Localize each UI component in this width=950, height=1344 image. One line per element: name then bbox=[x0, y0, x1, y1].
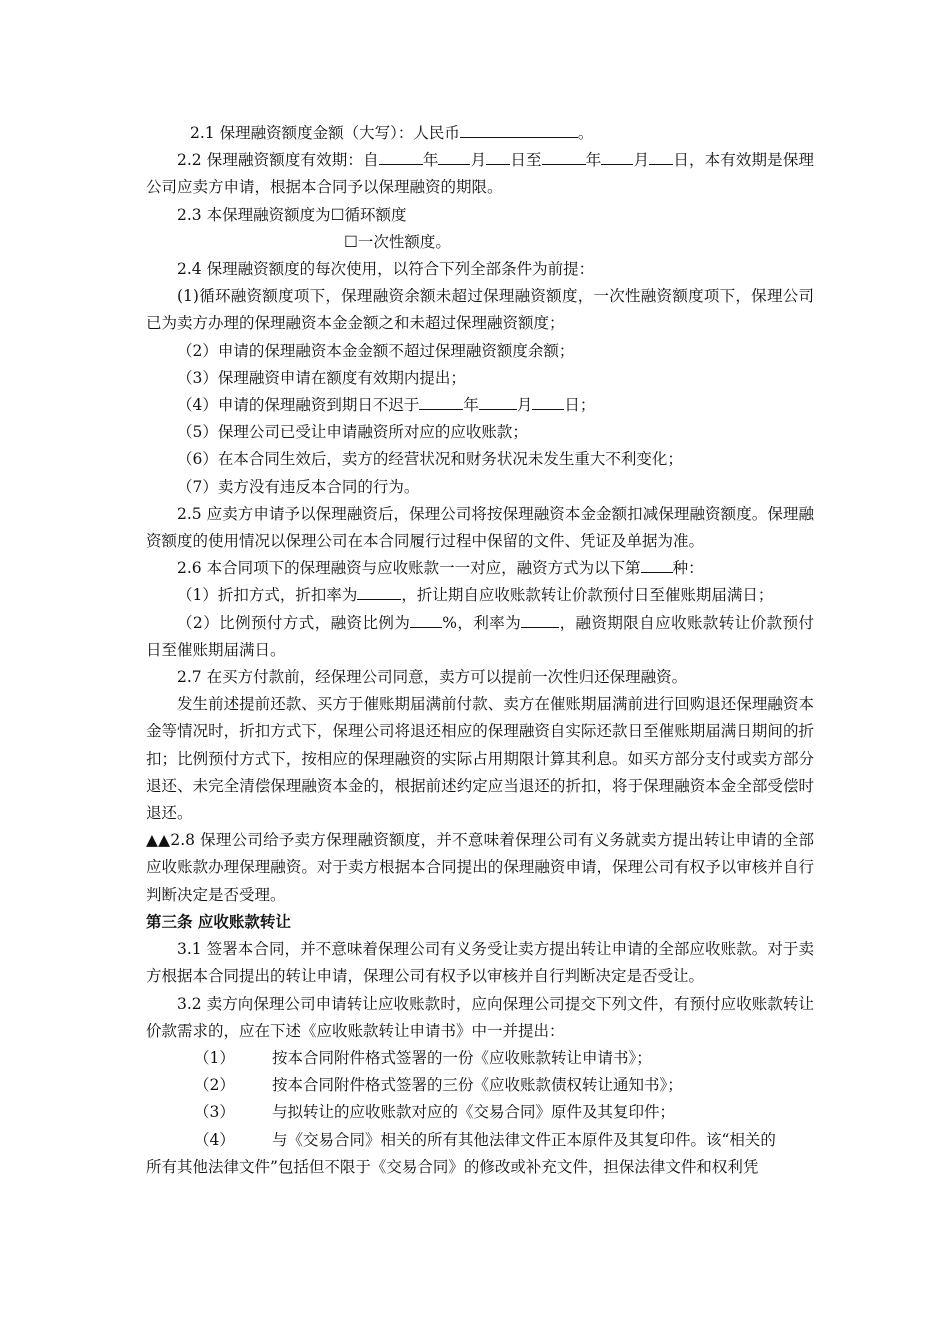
clause-2-6-option-2 bbox=[146, 610, 814, 664]
clause-2-4-item-2: （2）申请的保理融资本金金额不超过保理融资额度余额； bbox=[177, 341, 575, 360]
due-year-blank bbox=[419, 395, 463, 410]
clause-2-4-item-5: （5）保理公司已受让申请融资所对应的应收账款； bbox=[177, 423, 528, 442]
start-year-blank bbox=[379, 150, 423, 165]
due-day-blank bbox=[532, 395, 564, 410]
interest-rate-blank bbox=[521, 613, 559, 628]
start-month-label: 月 bbox=[470, 151, 487, 170]
list-item-text: 与《交易合同》相关的所有其他法律文件正本原件及其复印件。该“相关的 bbox=[272, 1130, 776, 1149]
clause-2-3-option: ☐一次性额度。 bbox=[344, 232, 451, 251]
clause-2-2-rest: 日，本有效期是保理公司应卖方申请，根据本合同予以保理融资的期限。 bbox=[146, 151, 814, 197]
start-day-label: 日至 bbox=[510, 151, 542, 170]
end-month-label: 月 bbox=[633, 151, 650, 170]
list-item-number: （3） bbox=[194, 1103, 235, 1122]
end-year-blank bbox=[542, 150, 586, 165]
due-month-blank bbox=[479, 395, 517, 410]
clause-2-2 bbox=[146, 147, 814, 201]
list-item-number: （1） bbox=[194, 1048, 235, 1067]
clause-2-1 bbox=[146, 120, 814, 147]
list-item-number: （4） bbox=[194, 1130, 235, 1149]
clause-3-2: 3.2 卖方向保理公司申请转让应收账款时，应向保理公司提交下列文件，有预付应收账款转让价款需求的，应在下述《应收账款转让申请书》中一并提出： bbox=[146, 994, 814, 1040]
option-2-text: （2）比例预付方式，融资比例为 bbox=[177, 613, 411, 632]
clause-2-7: 2.7 在买方付款前，经保理公司同意，卖方可以提前一次性归还保理融资。 bbox=[177, 668, 688, 687]
option-1-text: （1）折扣方式，折扣率为 bbox=[177, 586, 358, 605]
start-year-label: 年 bbox=[422, 151, 439, 170]
method-blank bbox=[641, 558, 673, 573]
clause-2-4-item-7: （7）卖方没有违反本合同的行为。 bbox=[177, 477, 420, 496]
due-month-label: 月 bbox=[516, 396, 533, 415]
clause-2-4-item-3: （3）保理融资申请在额度有效期内提出； bbox=[177, 368, 466, 387]
clause-3-2-continuation: 所有其他法律文件”包括但不限于《交易合同》的修改或补充文件，担保法律文件和权利凭 bbox=[146, 1157, 759, 1176]
clause-2-3: 2.3 本保理融资额度为☐循环额度 bbox=[177, 205, 407, 224]
clause-3-1: 3.1 签署本合同，并不意味着保理公司有义务受让卖方提出转让申请的全部应收账款。对于卖方根据本合同提出的转让申请，保理公司有权予以审核并自行判断决定是否受让。 bbox=[146, 940, 814, 986]
option-2-mid: %，利率为 bbox=[442, 613, 522, 632]
clause-2-2-start: 2.2 保理融资额度有效期：自 bbox=[177, 151, 379, 170]
list-item-text: 按本合同附件格式签署的三份《应收账款债权转让通知书》； bbox=[272, 1076, 683, 1095]
clause-2-1-text: 2.1 保理融资额度金额（大写）：人民币 bbox=[190, 124, 460, 142]
list-item bbox=[146, 1045, 814, 1072]
clause-2-4-item-4 bbox=[146, 392, 814, 419]
clause-2-7-detail: 发生前述提前还款、买方于催账期届满前付款、卖方在催账期届满前进行回购退还保理融资本金等情况时，折扣方式下，保理公司将退还相应的保理融资自实际还款日至催账期届满日期间的折扣；比例预付方式下，按相应的保理融资的实际占用期限计算其利息。如买方部分支付或卖方部分退还、未完全清偿保理融资本金的，根据前述约定应当退还的折扣，将于保理融资本金全部受偿时退还。 bbox=[146, 695, 814, 823]
article-3-heading: 第三条 应收账款转让 bbox=[146, 912, 291, 931]
discount-rate-blank bbox=[357, 585, 401, 600]
clause-2-8-text: 2.8 保理公司给予卖方保理融资额度，并不意味着保理公司有义务就卖方提出转让申请的全部应收账款办理保理融资。对于卖方根据本合同提出的保理融资申请，保理公司有权予以审核并自行判断决定是否受理。 bbox=[146, 831, 814, 904]
end-day-blank bbox=[649, 150, 673, 165]
list-item-text: 与拟转让的应收账款对应的《交易合同》原件及其复印件； bbox=[272, 1103, 676, 1122]
list-item-text: 按本合同附件格式签署的一份《应收账款转让申请书》； bbox=[272, 1048, 652, 1067]
list-item bbox=[146, 1072, 814, 1099]
end-year-label: 年 bbox=[585, 151, 602, 170]
clause-2-6-option-1 bbox=[146, 582, 814, 609]
end-month-blank bbox=[601, 150, 633, 165]
option-1-rest: ，折让期自应收账款转让价款预付日至催账期届满日； bbox=[401, 586, 774, 605]
clause-2-4-item-6: （6）在本合同生效后，卖方的经营状况和财务状况未发生重大不利变化； bbox=[177, 450, 683, 469]
clause-2-8 bbox=[146, 827, 814, 909]
document-body bbox=[146, 120, 814, 1181]
clause-2-4-item-4-text: （4）申请的保理融资到期日不迟于 bbox=[177, 396, 420, 415]
clause-2-6-end: 种： bbox=[672, 559, 704, 578]
start-month-blank bbox=[438, 150, 470, 165]
clause-2-1-end: 。 bbox=[577, 124, 594, 142]
due-day-label: 日； bbox=[564, 396, 596, 415]
triangle-marker: ▲▲ bbox=[146, 831, 171, 850]
clause-2-4-intro: 2.4 保理融资额度的每次使用，以符合下列全部条件为前提： bbox=[177, 260, 595, 279]
list-item-number: （2） bbox=[194, 1076, 235, 1095]
option-2-rest: ，融资期限自应收账款转让价款预付日至催账期届满日。 bbox=[146, 613, 814, 659]
clause-2-4-item-1: (1)循环融资额度项下，保理融资余额未超过保理融资额度，一次性融资额度项下，保理公司已为卖方办理的保理融资本金金额之和未超过保理融资额度； bbox=[146, 287, 814, 333]
due-year-label: 年 bbox=[463, 396, 479, 415]
clause-2-6 bbox=[146, 555, 814, 582]
start-day-blank bbox=[486, 150, 510, 165]
clause-2-5: 2.5 应卖方申请予以保理融资后，保理公司将按保理融资本金金额扣减保理融资额度。保理融资额度的使用情况以保理公司在本合同履行过程中保留的文件、凭证及单据为准。 bbox=[146, 504, 814, 551]
clause-2-6-text: 2.6 本合同项下的保理融资与应收账款一一对应，融资方式为以下第 bbox=[177, 559, 641, 578]
list-item bbox=[146, 1099, 814, 1126]
amount-blank bbox=[460, 123, 578, 138]
list-item bbox=[146, 1127, 814, 1154]
ratio-blank bbox=[410, 613, 442, 628]
